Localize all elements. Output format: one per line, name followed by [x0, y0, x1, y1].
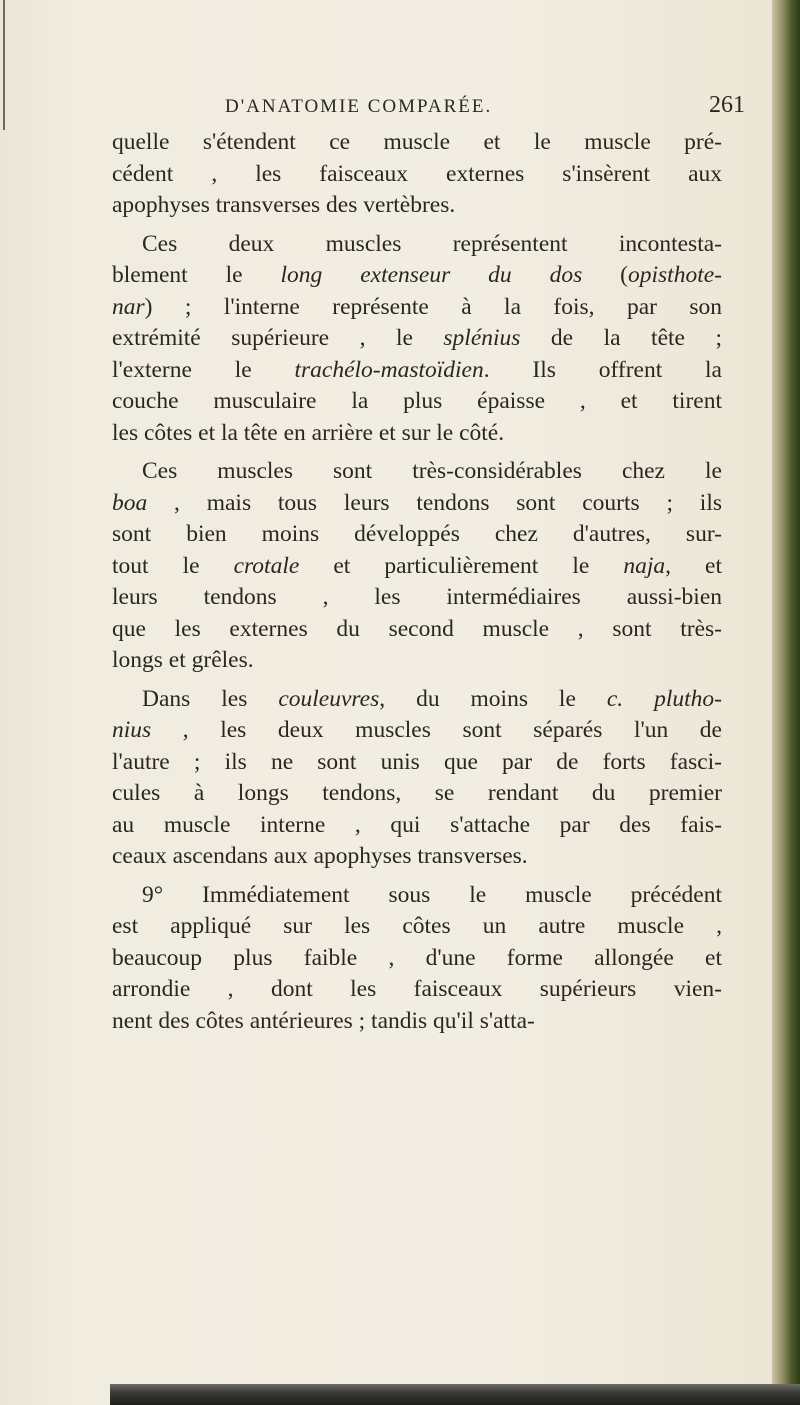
text-run: . Ils offrent la: [483, 356, 722, 383]
paragraph: [112, 456, 722, 677]
italic-term: crotale: [233, 552, 300, 579]
text-run: cules à longs tendons, se rendant du premier: [112, 780, 722, 806]
text-run: et particulièrement le: [299, 552, 624, 579]
text-run: (: [582, 262, 628, 288]
text-run: ceaux ascendans aux apophyses transverses.: [112, 843, 528, 869]
text-line: [112, 355, 722, 387]
text-line: [112, 260, 722, 292]
italic-term: nar: [112, 293, 145, 320]
italic-term: trachélo-mastoïdien: [294, 356, 484, 383]
italic-term: couleuvres: [278, 685, 380, 712]
text-run: nent des côtes antérieures ; tandis qu'il s'atta-: [112, 1007, 535, 1034]
text-line: [112, 456, 722, 488]
italic-term: nius: [112, 717, 152, 743]
italic-term: opisthote-: [628, 262, 722, 288]
text-run: cédent , les faisceaux externes s'insèrent aux: [112, 160, 722, 187]
text-run: quelle s'étendent ce muscle et le muscle pré-: [112, 129, 722, 155]
text-line: [112, 519, 722, 551]
text-line: [112, 292, 722, 324]
text-run: couche musculaire la plus épaisse , et tirent: [112, 388, 722, 414]
text-line: [112, 229, 722, 261]
text-run: , mais tous leurs tendons sont courts ; ils: [147, 489, 722, 516]
text-line: [112, 911, 722, 943]
text-line: [112, 943, 722, 975]
text-run: que les externes du second muscle , sont très-: [112, 615, 722, 642]
text-run: ) ; l'interne représente à la fois, par son: [144, 293, 722, 320]
text-run: au muscle interne , qui s'attache par des fais-: [112, 811, 722, 838]
text-line: [112, 645, 722, 677]
text-run: les côtes et la tête en arrière et sur le côté.: [112, 419, 505, 446]
text-line: [112, 614, 722, 646]
text-line: [112, 323, 722, 355]
text-line: [112, 418, 722, 450]
text-line: [112, 1006, 722, 1038]
text-line: [112, 747, 722, 779]
text-run: Dans les: [142, 685, 279, 712]
text-line: [112, 551, 722, 583]
book-spine: [772, 0, 800, 1405]
paragraph-gap: [112, 449, 722, 456]
paragraph: [112, 127, 722, 222]
text-line: [112, 880, 722, 912]
text-line: [112, 582, 722, 614]
text-line: [112, 810, 722, 842]
text-run: extrémité supérieure , le: [112, 325, 444, 351]
text-run: , et: [665, 552, 722, 579]
text-line: [112, 974, 722, 1006]
text-line: [112, 190, 722, 222]
paragraph: [112, 684, 722, 873]
text-run: arrondie , dont les faisceaux supérieurs vien-: [112, 976, 722, 1002]
italic-term: c. plutho-: [606, 685, 722, 712]
text-run: l'autre ; ils ne sont unis que par de forts fasci-: [112, 748, 722, 775]
text-run: , du moins le: [379, 685, 607, 712]
paragraph-gap: [112, 222, 722, 229]
italic-term: splénius: [443, 325, 521, 351]
text-run: de la tête ;: [520, 325, 722, 351]
text-run: leurs tendons , les intermédiaires aussi-bien: [112, 584, 722, 610]
text-line: [112, 127, 722, 159]
paragraph-gap: [112, 873, 722, 880]
text-run: est appliqué sur les côtes un autre muscle ,: [112, 913, 722, 939]
text-line: [112, 715, 722, 747]
italic-term: boa: [112, 489, 148, 516]
italic-term: naja: [623, 552, 666, 579]
paragraph: [112, 229, 722, 450]
text-line: [112, 488, 722, 520]
paragraph: [112, 880, 722, 1038]
page-number: 261: [709, 92, 745, 118]
text-run: tout le: [112, 552, 234, 579]
text-line: [112, 778, 722, 810]
page-bottom-shadow: [110, 1384, 800, 1405]
text-run: , les deux muscles sont séparés l'un de: [151, 717, 722, 743]
italic-term: long extenseur du dos: [280, 262, 583, 288]
running-head: D'ANATOMIE COMPARÉE.: [225, 96, 493, 117]
text-run: l'externe le: [112, 356, 295, 383]
text-run: sont bien moins développés chez d'autres, sur-: [112, 521, 722, 547]
text-run: beaucoup plus faible , d'une forme allongée et: [112, 944, 722, 971]
text-line: [112, 684, 722, 716]
paragraph-gap: [112, 677, 722, 684]
text-line: [112, 841, 722, 873]
text-run: apophyses transverses des vertèbres.: [112, 192, 456, 218]
text-run: blement le: [112, 262, 281, 288]
text-line: [112, 386, 722, 418]
text-run: Ces muscles sont très-considérables chez le: [142, 458, 722, 484]
text-run: Ces deux muscles représentent incontesta-: [142, 230, 722, 257]
text-line: [112, 159, 722, 191]
text-run: longs et grêles.: [112, 647, 254, 673]
text-run: 9° Immédiatement sous le muscle précédent: [142, 881, 722, 908]
body-text: [112, 127, 722, 1037]
